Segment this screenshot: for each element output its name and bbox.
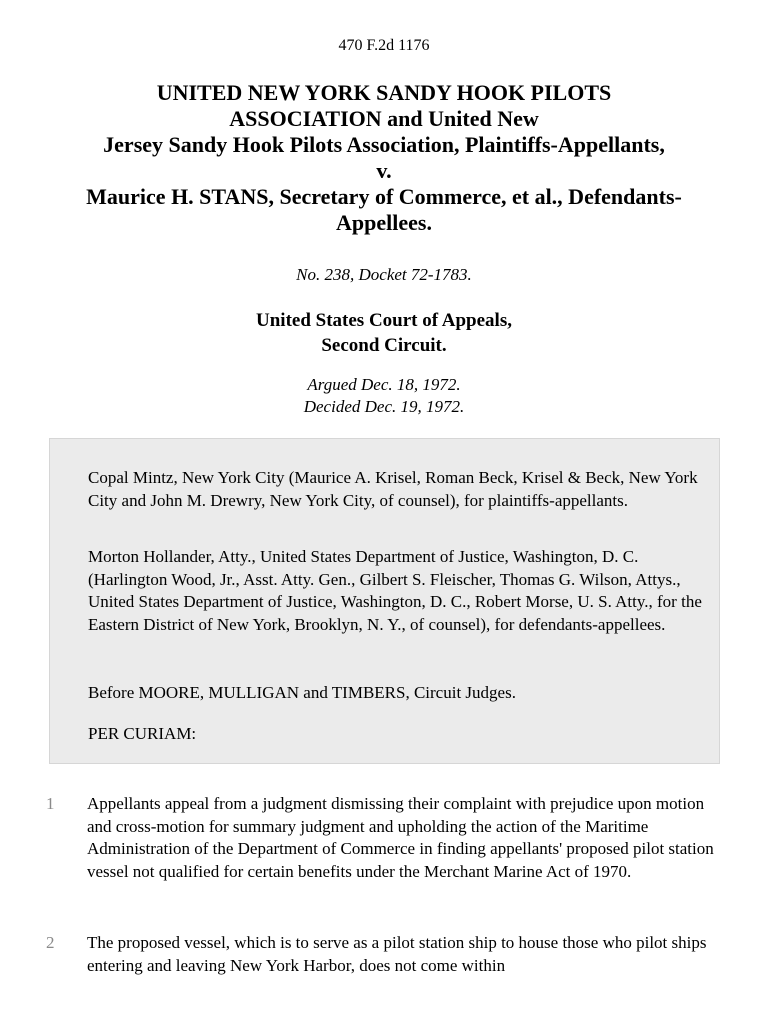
- court-line: United States Court of Appeals,: [256, 310, 512, 331]
- case-citation: 470 F.2d 1176: [338, 37, 430, 54]
- court-line: Second Circuit.: [321, 335, 447, 356]
- court-name: [0, 308, 768, 358]
- caption-line: Jersey Sandy Hook Pilots Association, Plaintiffs-Appellants,: [103, 132, 665, 157]
- defendants-counsel: Morton Hollander, Atty., United States Department of Justice, Washington, D. C. (Harlington Wood, Jr., Asst. Atty. Gen., Gilbert S. Fleischer, Thomas G. Wilson, Attys., United States Department of Justice, Washington, D. C., Robert Morse, U. S. Atty., for the Eastern District of New York, Brooklyn, N. Y., of counsel), for defendants-appellees.: [88, 547, 702, 634]
- counsel-box: [49, 438, 720, 764]
- decision-dates: [0, 374, 768, 418]
- docket-number: No. 238, Docket 72-1783.: [296, 265, 472, 284]
- plaintiffs-counsel: Copal Mintz, New York City (Maurice A. Krisel, Roman Beck, Krisel & Beck, New York City and John M. Drewry, New York City, of counsel), for plaintiffs-appellants.: [88, 468, 698, 510]
- per-curiam-heading: PER CURIAM:: [88, 724, 197, 743]
- paragraph-text: The proposed vessel, which is to serve as a pilot station ship to house those who pilot ships entering and leaving New York Harbor, does not come within: [87, 933, 707, 975]
- caption-line: v.: [376, 158, 392, 183]
- decided-date: Decided Dec. 19, 1972.: [303, 397, 465, 416]
- caption-line: UNITED NEW YORK SANDY HOOK PILOTS: [156, 80, 612, 105]
- paragraph-text: Appellants appeal from a judgment dismissing their complaint with prejudice upon motion and cross-motion for summary judgment and upholding the action of the Maritime Administration of the Department of Commerce in finding appellants' proposed pilot station vessel not qualified for certain benefits under the Merchant Marine Act of 1970.: [87, 794, 714, 881]
- case-caption: [30, 80, 738, 236]
- paragraph-number: 2: [46, 933, 55, 952]
- caption-line: Maurice H. STANS, Secretary of Commerce, et al., Defendants-: [86, 184, 682, 209]
- paragraph-number: 1: [46, 794, 55, 813]
- argued-date: Argued Dec. 18, 1972.: [307, 375, 461, 394]
- panel-judges: Before MOORE, MULLIGAN and TIMBERS, Circuit Judges.: [88, 683, 516, 702]
- caption-line: Appellees.: [336, 210, 432, 235]
- caption-line: ASSOCIATION and United New: [229, 106, 539, 131]
